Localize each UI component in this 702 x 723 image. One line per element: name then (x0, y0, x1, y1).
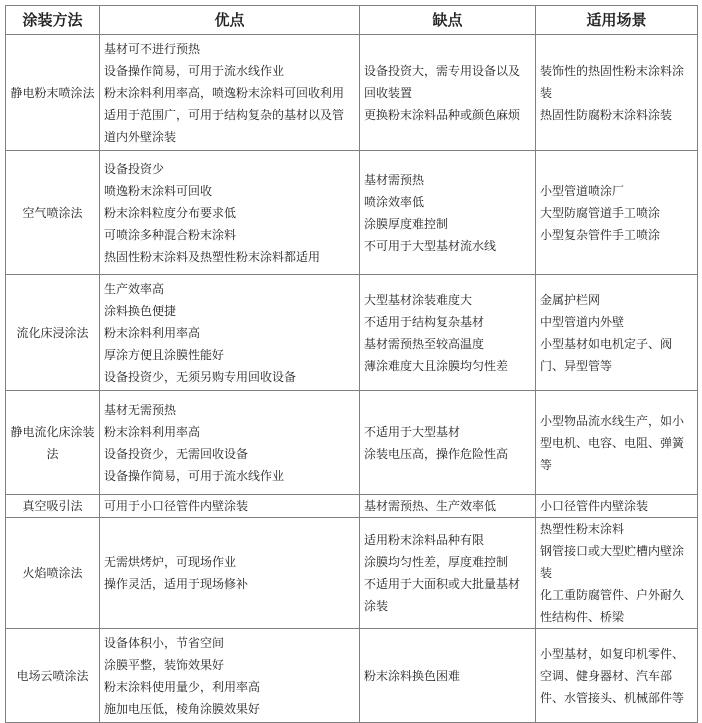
method-cell: 空气喷涂法 (6, 151, 100, 275)
scenes-cell (536, 495, 698, 518)
cons-item: 设备投资大，需专用设备以及回收装置 (364, 63, 521, 100)
pros-item: 粉末涂料使用量少，利用率高 (104, 679, 261, 694)
table-body (6, 35, 698, 723)
cons-item: 大型基材涂装难度大 (364, 292, 473, 307)
pros-item: 可用于小口径管件内壁涂装 (104, 499, 249, 513)
coating-methods-table (5, 5, 698, 723)
cons-cell (360, 518, 536, 629)
scenes-cell (536, 629, 698, 723)
cons-item: 粉末涂料换色困难 (364, 668, 461, 683)
cons-cell (360, 629, 536, 723)
pros-cell (100, 629, 360, 723)
pros-item: 设备投资少 (104, 161, 165, 176)
pros-item: 操作灵活，适用于现场修补 (104, 577, 249, 591)
cons-cell (360, 391, 536, 495)
scenes-cell (536, 518, 698, 629)
scenes-cell (536, 391, 698, 495)
pros-item: 设备操作简易，可用于流水线作业 (104, 63, 285, 78)
scenes-item: 金属护栏网 (540, 292, 601, 307)
cons-item: 不适用于大面积或大批量基材涂装 (364, 577, 521, 613)
cons-cell (360, 275, 536, 391)
cons-item: 喷涂效率低 (364, 194, 425, 209)
pros-item: 可喷涂多种混合粉末涂料 (104, 227, 237, 242)
pros-cell (100, 275, 360, 391)
pros-item: 粉末涂料粒度分布要求低 (104, 205, 237, 220)
scenes-cell (536, 275, 698, 391)
table-row (6, 629, 698, 723)
pros-cell (100, 35, 360, 151)
cons-item: 涂膜均匀性差，厚度难控制 (364, 555, 509, 569)
pros-item: 适用于范围广，可用于结构复杂的基材以及管道内外壁涂装 (104, 107, 345, 144)
header-scenes: 适用场景 (536, 6, 698, 35)
pros-cell (100, 495, 360, 518)
method-cell: 电场云喷涂法 (6, 629, 100, 723)
cons-cell (360, 495, 536, 518)
pros-item: 设备投资少，无需回收设备 (104, 446, 249, 461)
scenes-item: 小型复杂管件手工喷涂 (540, 227, 661, 242)
cons-item: 基材需预热 (364, 172, 425, 187)
pros-item: 喷逸粉末涂料可回收 (104, 183, 213, 198)
pros-item: 涂膜平整，装饰效果好 (104, 657, 225, 672)
pros-item: 粉末涂料利用率高，喷逸粉末涂料可回收利用 (104, 85, 345, 100)
table-row (6, 275, 698, 391)
method-cell: 真空吸引法 (6, 495, 100, 518)
scenes-item: 钢管接口或大型贮槽内壁涂装 (540, 544, 685, 580)
table-row (6, 151, 698, 275)
scenes-item: 小型基材，如复印机零件、空调、健身器材、汽车部件、水管接头、机械部件等 (540, 646, 685, 705)
cons-item: 基材需预热至较高温度 (364, 336, 485, 351)
cons-item: 基材需预热、生产效率低 (364, 499, 497, 513)
scenes-item: 小口径管件内壁涂装 (540, 499, 649, 513)
pros-cell (100, 391, 360, 495)
cons-item: 薄涂难度大且涂膜均匀性差 (364, 358, 509, 373)
header-pros: 优点 (100, 6, 360, 35)
pros-item: 无需烘烤炉，可现场作业 (104, 555, 237, 569)
pros-item: 施加电压低，棱角涂膜效果好 (104, 701, 261, 716)
header-method: 涂装方法 (6, 6, 100, 35)
cons-item: 不适用于结构复杂基材 (364, 314, 485, 329)
scenes-item: 小型物品流水线生产，如小型电机、电容、电阻、弹簧等 (540, 413, 685, 472)
cons-item: 不可用于大型基材流水线 (364, 238, 497, 253)
pros-item: 粉末涂料利用率高 (104, 325, 201, 340)
method-cell: 流化床浸涂法 (6, 275, 100, 391)
pros-item: 生产效率高 (104, 281, 165, 296)
header-cons: 缺点 (360, 6, 536, 35)
scenes-item: 大型防腐管道手工喷涂 (540, 205, 661, 220)
scenes-item: 热固性防腐粉末涂料涂装 (540, 107, 673, 122)
table-row (6, 495, 698, 518)
pros-item: 粉末涂料利用率高 (104, 424, 201, 439)
pros-item: 基材可不进行预热 (104, 41, 201, 56)
table-header (6, 6, 698, 35)
pros-item: 设备投资少，无须另购专用回收设备 (104, 369, 297, 384)
pros-item: 设备操作简易，可用于流水线作业 (104, 468, 285, 483)
cons-item: 适用粉末涂料品种有限 (364, 533, 485, 547)
scenes-item: 小型管道喷涂厂 (540, 183, 625, 198)
method-cell: 静电流化床涂装法 (6, 391, 100, 495)
scenes-item: 小型基材如电机定子、阀门、异型管等 (540, 336, 673, 373)
pros-cell (100, 518, 360, 629)
scenes-cell (536, 35, 698, 151)
pros-item: 基材无需预热 (104, 402, 177, 417)
method-cell: 静电粉末喷涂法 (6, 35, 100, 151)
cons-item: 涂膜厚度难控制 (364, 216, 449, 231)
pros-item: 热固性粉末涂料及热塑性粉末涂料都适用 (104, 249, 321, 264)
scenes-item: 化工重防腐管件、户外耐久性结构件、桥梁 (540, 588, 685, 624)
cons-item: 涂装电压高，操作危险性高 (364, 446, 509, 461)
cons-cell (360, 35, 536, 151)
scenes-item: 热塑性粉末涂料 (540, 522, 625, 536)
cons-item: 不适用于大型基材 (364, 424, 461, 439)
pros-item: 设备体积小，节省空间 (104, 635, 225, 650)
cons-item: 更换粉末涂料品种或颜色麻烦 (364, 107, 521, 122)
table-row (6, 391, 698, 495)
scenes-item: 装饰性的热固性粉末涂料涂装 (540, 63, 685, 100)
table-row (6, 518, 698, 629)
header-row (6, 6, 698, 35)
cons-cell (360, 151, 536, 275)
scenes-cell (536, 151, 698, 275)
scenes-item: 中型管道内外壁 (540, 314, 625, 329)
pros-item: 涂料换色便捷 (104, 303, 177, 318)
table-row (6, 35, 698, 151)
pros-item: 厚涂方便且涂膜性能好 (104, 347, 225, 362)
method-cell: 火焰喷涂法 (6, 518, 100, 629)
pros-cell (100, 151, 360, 275)
